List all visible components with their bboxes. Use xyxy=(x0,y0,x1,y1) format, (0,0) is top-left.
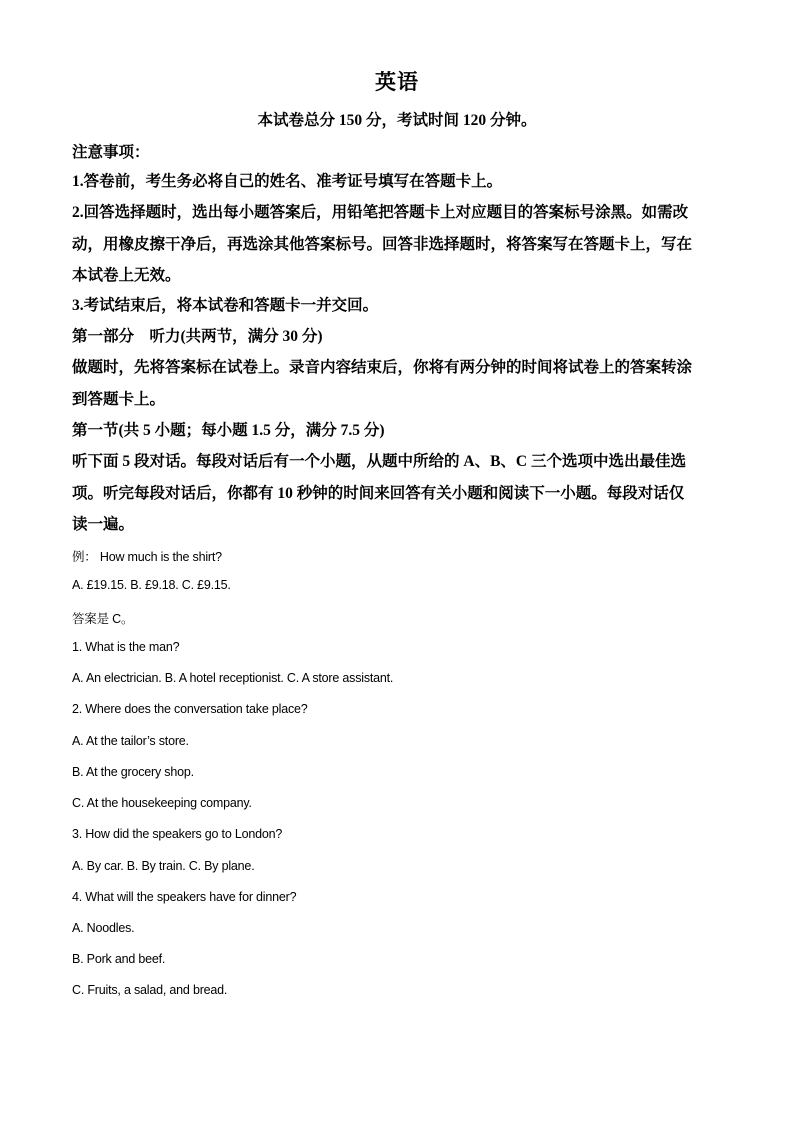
question-option-b: B. Pork and beef. xyxy=(72,952,166,966)
question-option-c: C. At the housekeeping company. xyxy=(72,796,252,810)
notice-item-1 xyxy=(72,166,720,198)
section1-instructions-line-2: 项。听完每段对话后，你都有 10 秒钟的时间来回答有关小题和阅读下一小题。每段对话仅 xyxy=(72,484,685,502)
page-title: 英语 xyxy=(375,70,419,94)
exam-info: 本试卷总分 150 分，考试时间 120 分钟。 xyxy=(257,112,537,129)
notice-1-text: 1.答卷前，考生务必将自己的姓名、准考证号填写在答题卡上。 xyxy=(72,173,503,190)
part1-heading xyxy=(72,321,720,353)
question-stem: 1. What is the man? xyxy=(72,640,180,654)
section1-instructions xyxy=(72,446,720,541)
question-stem: 3. How did the speakers go to London? xyxy=(72,827,283,841)
section1-heading xyxy=(72,415,720,447)
notice-3-text: 3.考试结束后，将本试卷和答题卡一并交回。 xyxy=(72,297,379,314)
section1-instructions-line-1: 听下面 5 段对话。每段对话后有一个小题，从题中所给的 A、B、C 三个选项中选出最佳选 xyxy=(72,453,686,470)
notice-heading: 注意事项： xyxy=(72,144,150,161)
part1-heading-text: 第一部分 听力(共两节，满分 30 分) xyxy=(72,328,323,345)
notice-2-line-3: 本试卷上无效。 xyxy=(72,267,181,284)
part1-instructions xyxy=(72,352,720,415)
question-option-c: C. Fruits, a salad, and bread. xyxy=(72,983,228,997)
question-stem: 4. What will the speakers have for dinner? xyxy=(72,890,297,904)
question-stem: 2. Where does the conversation take place? xyxy=(72,702,308,716)
notice-2-line-1: 2.回答选择题时，选出每小题答案后，用铅笔把答题卡上对应题目的答案标号涂黑。如需改 xyxy=(72,204,689,221)
notice-item-2 xyxy=(72,197,720,292)
notice-item-3 xyxy=(72,290,720,322)
part1-instructions-line-1: 做题时，先将答案标在试卷上。录音内容结束后，你将有两分钟的时间将试卷上的答案转涂 xyxy=(72,359,693,376)
notice-2-line-2: 动，用橡皮擦干净后，再选涂其他答案标号。回答非选择题时，将答案写在答题卡上，写在 xyxy=(72,235,693,253)
question-option-a: A. Noodles. xyxy=(72,921,135,935)
question-option-b: B. At the grocery shop. xyxy=(72,765,194,779)
section1-heading-text: 第一节(共 5 小题；每小题 1.5 分，满分 7.5 分) xyxy=(72,422,385,439)
question-options: A. An electrician. B. A hotel receptionist. C. A store assistant. xyxy=(72,671,394,685)
question-options: A. By car. B. By train. C. By plane. xyxy=(72,859,255,873)
example-question: 例： How much is the shirt? xyxy=(72,550,222,564)
example-answer: 答案是 C。 xyxy=(72,612,134,626)
section1-instructions-line-3: 读一遍。 xyxy=(72,516,135,533)
part1-instructions-line-2: 到答题卡上。 xyxy=(72,390,166,408)
example-options: A. £19.15. B. £9.18. C. £9.15. xyxy=(72,578,231,592)
question-option-a: A. At the tailor’s store. xyxy=(72,734,189,748)
